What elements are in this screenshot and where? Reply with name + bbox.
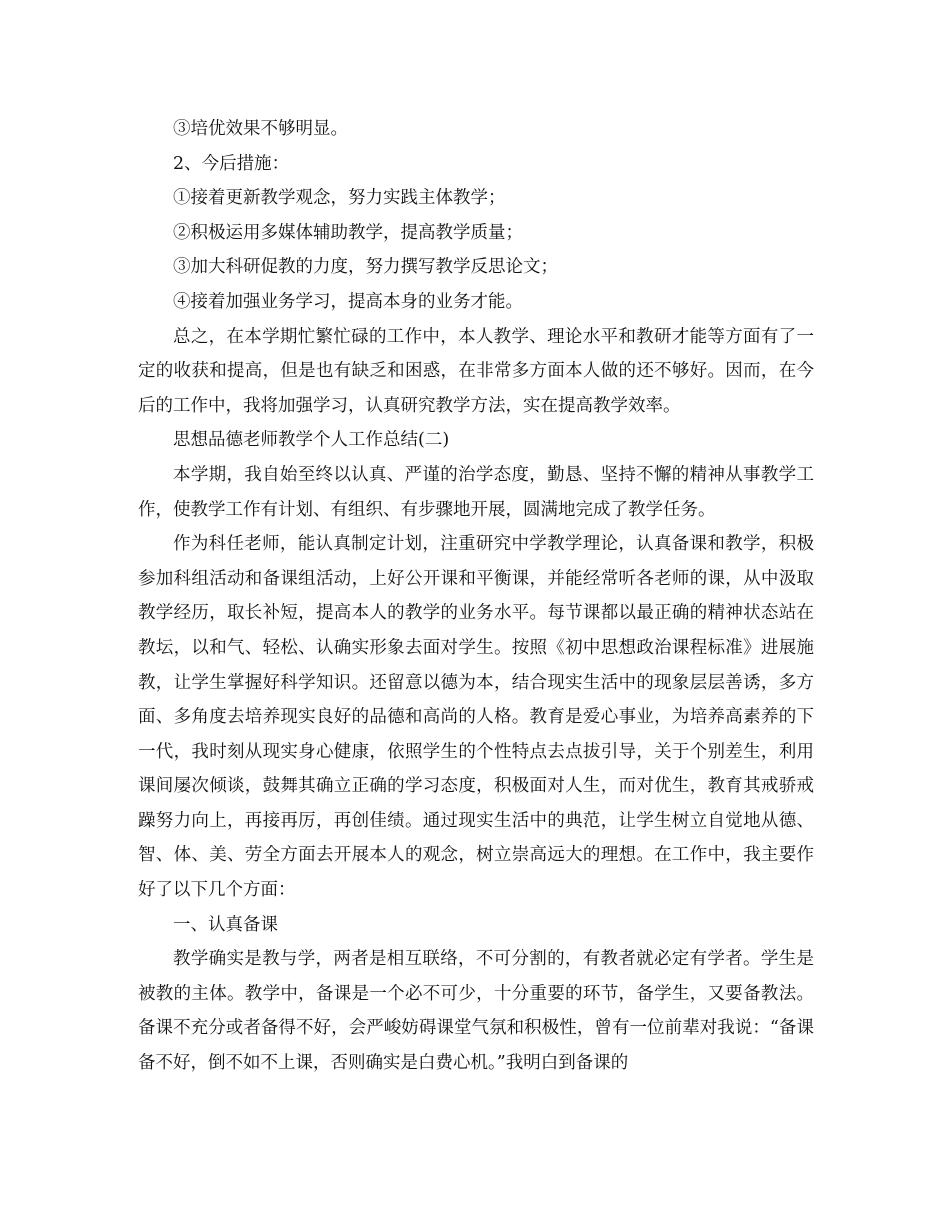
paragraph-measure-3: ③加大科研促教的力度，努力撰写教学反思论文； — [173, 257, 558, 278]
paragraph-preparation: 教学确实是教与学，两者是相互联络，不可分割的，有教者就必定有学者。学生是被教的主体。教学中，备课是一个必不可少，十分重要的环节，备学生，又要备教法。备课不充分或者备得不好，会严峻妨碍课堂气氛和积极性，曾有一位前辈对我说：“备课备不好，倒不如不上课，否则确实是白费心机。”我明白到备课的 — [138, 949, 814, 1074]
paragraph-semester-intro: 本学期，我自始至终以认真、严谨的治学态度，勤恳、坚持不懈的精神从事教学工作，使教学工作有计划、有组织、有步骤地开展，圆满地完成了教学任务。 — [138, 464, 814, 520]
paragraph-teacher-role: 作为科任老师，能认真制定计划，注重研究中学教学理论，认真备课和教学，积极参加科组活动和备课组活动，上好公开课和平衡课，并能经常听各老师的课，从中汲取教学经历，取长补短，提高本人的教学的业务水平。每节课都以最正确的精神状态站在教坛，以和气、轻松、认确实形象去面对学生。按照《初中思想政治课程标准》进展施教，让学生掌握好科学知识。还留意以德为本，结合现实生活中的现象层层善诱，多方面、多角度去培养现实良好的品德和高尚的人格。教育是爱心事业，为培养高素养的下一代，我时刻从现实身心健康，依照学生的个性特点去点拔引导，关于个别差生，利用课间屡次倾谈，鼓舞其确立正确的学习态度，积极面对人生，而对优生，教育其戒骄戒躁努力向上，再接再厉，再创佳绩。通过现实生活中的典范，让学生树立自觉地从德、智、体、美、劳全方面去开展本人的观念，树立崇高远大的理想。在工作中，我主要作好了以下几个方面： — [138, 534, 814, 901]
paragraph-future-measures-heading: 2、今后措施： — [173, 153, 290, 174]
section-title-part-two: 思想品德老师教学个人工作总结(二) — [173, 430, 450, 451]
section-heading-preparation: 一、认真备课 — [173, 914, 278, 935]
document-body — [138, 112, 814, 1081]
paragraph-measure-4: ④接着加强业务学习，提高本身的业务才能。 — [173, 291, 523, 312]
paragraph-measure-1: ①接着更新教学观念，努力实践主体教学； — [173, 188, 506, 209]
paragraph-measure-2: ②积极运用多媒体辅助教学，提高教学质量； — [173, 222, 523, 243]
paragraph-peiyou-effect: ③培优效果不够明显。 — [173, 119, 348, 139]
paragraph-summary: 总之，在本学期忙繁忙碌的工作中，本人教学、理论水平和教研才能等方面有了一定的收获和提高，但是也有缺乏和困惑，在非常多方面本人做的还不够好。因而，在今后的工作中，我将加强学习，认真研究教学方法，实在提高教学效率。 — [138, 326, 814, 416]
